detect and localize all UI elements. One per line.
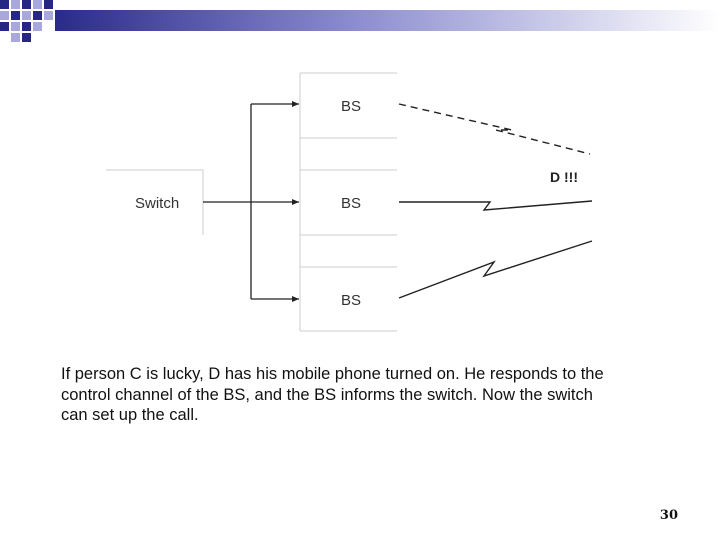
- switch-node: [106, 170, 203, 235]
- caption-text: If person C is lucky, D has his mobile phone turned on. He responds to the control channel of the BS, and the BS informs the switch. Now the switch can set up the call.: [61, 365, 604, 424]
- bs-column: [300, 73, 397, 331]
- bs-label-top: BS: [341, 98, 362, 115]
- radio-links: [399, 104, 592, 298]
- mobile-d-label: D !!!: [550, 169, 578, 185]
- bs-label-middle: BS: [341, 195, 362, 212]
- switch-label: Switch: [135, 195, 180, 212]
- switch-to-bs-links: [203, 104, 299, 299]
- radio-link-middle: [399, 201, 592, 210]
- radio-link-bottom: [399, 241, 592, 298]
- bs-label-bottom: BS: [341, 292, 362, 309]
- radio-link-top: [399, 104, 590, 154]
- page-number: 30: [659, 508, 678, 523]
